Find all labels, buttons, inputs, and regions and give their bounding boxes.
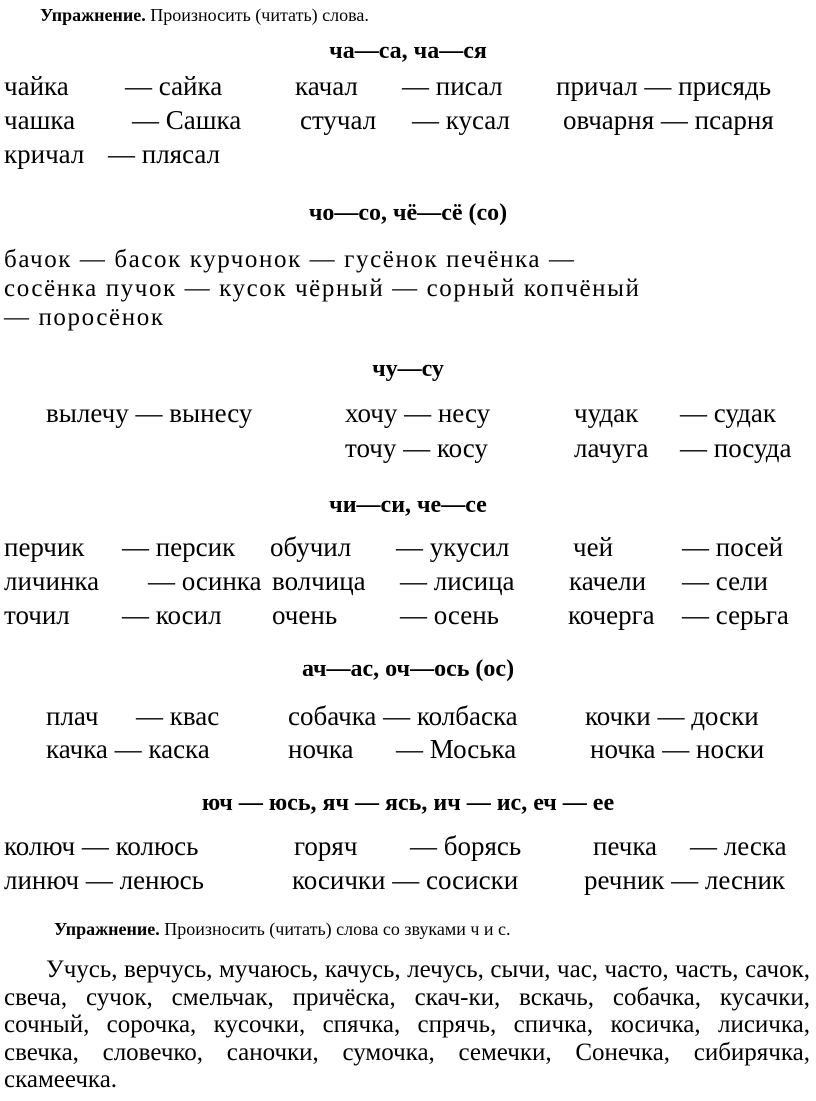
word: личинка [4, 566, 100, 596]
word: — борясь [410, 831, 522, 861]
exercise-1-text: Произносить (читать) слова. [150, 5, 369, 25]
word: — лисица [400, 566, 515, 596]
text-line: — поросёнок [4, 304, 165, 331]
section-header-cho-so: чо—со, чё—сё (со) [308, 200, 508, 226]
word: горяч [294, 831, 358, 861]
word: — персик [122, 532, 236, 562]
word: ночка — носки [590, 734, 765, 764]
word: чашка [4, 105, 76, 135]
text-line: бачок — басок курчонок — гусёнок печёнка — [4, 246, 576, 273]
word: — Моська [396, 734, 517, 764]
word: стучал [300, 105, 377, 135]
word: волчица [272, 566, 366, 596]
word: — посуда [680, 433, 792, 463]
word: перчик [4, 532, 85, 562]
word: — косил [122, 600, 222, 630]
paragraph-text: Учусь, верчусь, мучаюсь, качусь, лечусь, сычи, час, часто, часть, сачок, свеча, сучок, смельчак, причёска, скач-ки, вскачь, собачка, кусачки, сочный, сорочка, кусочки, спячка, спрячь, спичка, косичка, лисичка, свечка, словечко, саночки, сумочка, семечки, Сонечка, сибирячка, скамеечка. [4, 956, 810, 1093]
word: — серьга [682, 600, 789, 630]
word: плач [46, 701, 99, 731]
word: причал — присядь [556, 71, 772, 101]
word: — сели [682, 566, 768, 596]
word: кричал [4, 139, 85, 169]
exercise-2-title [54, 919, 511, 940]
word: — укусил [396, 532, 510, 562]
word: — осень [400, 600, 499, 630]
word-paragraph [4, 956, 810, 1094]
word: — квас [136, 701, 220, 731]
section-header-ach-as: ач—ас, оч—ось (ос) [301, 656, 515, 682]
word: кочерга [568, 600, 655, 630]
word: собачка — колбаска [288, 701, 518, 731]
word: косички — сосиски [292, 865, 519, 895]
word: печка [593, 831, 658, 861]
word: точил [4, 600, 70, 630]
section-header-cha-sa: ча—са, ча—ся [329, 38, 487, 64]
word: кочки — доски [585, 701, 759, 731]
word: линюч — ленюсь [4, 865, 204, 895]
word: вылечу — вынесу [46, 398, 253, 428]
word: — писал [402, 71, 503, 101]
word: овчарня — псарня [563, 105, 774, 135]
word: — сайка [125, 71, 223, 101]
word: — плясал [108, 139, 221, 169]
exercise-1-title [40, 5, 369, 26]
word: — Сашка [132, 105, 242, 135]
word: качка — каска [46, 734, 210, 764]
exercise-2-label: Упражнение. [54, 919, 160, 939]
word: — кусал [412, 105, 510, 135]
word: качели [569, 566, 647, 596]
text-line: сосёнка пучок — кусок чёрный — сорный копчёный [4, 275, 641, 302]
word: чудак [574, 398, 639, 428]
section-header-chu-su: чу—су [372, 356, 444, 382]
exercise-2-text: Произносить (читать) слова со звуками ч и с. [164, 919, 511, 939]
word: — судак [680, 398, 777, 428]
word: — посей [682, 532, 784, 562]
word: чей [573, 532, 614, 562]
section-header-chi-si: чи—си, че—се [329, 492, 487, 518]
word: — леска [690, 831, 787, 861]
word: очень [272, 600, 338, 630]
word: лачуга [574, 433, 649, 463]
exercise-1-label: Упражнение. [40, 5, 146, 25]
word: обучил [270, 532, 352, 562]
word: речник — лесник [584, 865, 786, 895]
word: ночка [288, 734, 354, 764]
word: чайка [4, 71, 69, 101]
word: хочу — несу [345, 398, 491, 428]
section-header-yuch-yus: юч — юсь, яч — ясь, ич — ис, еч — ее [201, 790, 615, 816]
word: — осинка [148, 566, 262, 596]
word: колюч — колюсь [4, 831, 199, 861]
word: качал [295, 71, 358, 101]
word: точу — косу [345, 433, 488, 463]
